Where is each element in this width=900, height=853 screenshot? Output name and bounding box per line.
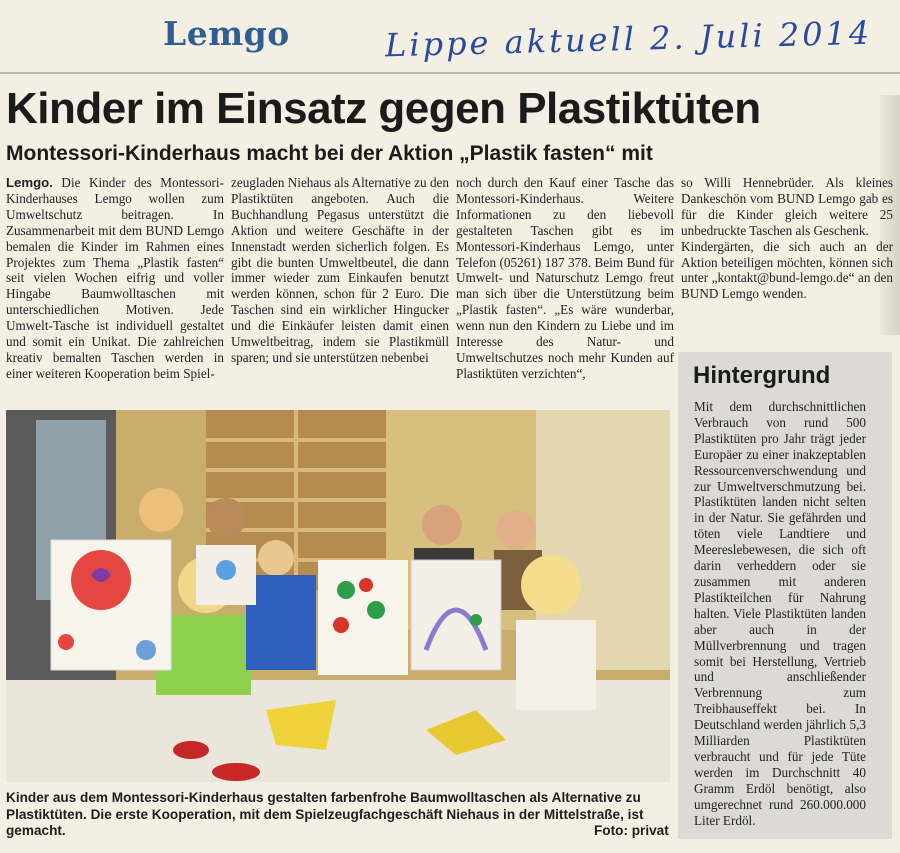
column-3-text: noch durch den Kauf einer Tasche das Montessori-Kinderhaus. Weitere Informationen zu den liebevoll gestalteten Taschen gibt es im Montessori-Kinderhaus Lemgo, unter Telefon (05261) 187 378. Beim Bund für Umwelt- und Naturschutz Lemgo freut man sich über die Unterstützung beim „Plastik fasten“. „Es wäre wunderbar, wenn nun den Kindern zu Liebe und im Interesse des Natur- und Umweltschutzes noch mehr Kunden auf Plastiktüten verzichten“, bbox=[456, 175, 674, 381]
article-column-4 bbox=[681, 175, 893, 302]
column-1-text: Die Kinder des Montessori-Kinderhauses Lemgo wollen zum Umweltschutz beitragen. In Zusammenarbeit mit dem BUND Lemgo bemalen die Kinder im Rahmen eines Projektes zum Thema „Plastik fasten“ seit vielen Wochen eifrig und voller Hingabe Baumwolltaschen mit unterschiedlichen Motiven. Jede Umwelt-Tasche ist individuell gestaltet und somit ein Unikat. Die zahlreichen kreativ bemalten Taschen werden in einer weiteren Kooperation beim Spiel- bbox=[6, 175, 224, 381]
column-4-paragraph-1: so Willi Hennebrüder. Als kleines Dankeschön vom BUND Lemgo gab es für die Kinder gleich weitere 25 unbedruckte Taschen als Geschenk. bbox=[681, 175, 893, 238]
background-infobox bbox=[678, 352, 892, 839]
article-column-2 bbox=[231, 175, 449, 366]
infobox-title: Hintergrund bbox=[693, 362, 831, 389]
section-label: Lemgo bbox=[163, 14, 290, 53]
dateline: Lemgo. bbox=[6, 175, 53, 190]
photo-credit: Foto: privat bbox=[594, 823, 669, 838]
photo-caption: Kinder aus dem Montessori-Kinderhaus gestalten farbenfrohe Baumwolltaschen als Alternative zu Plastiktüten. Die erste Kooperation, mit dem Spielzeugfachgeschäft Niehaus in der Mittelstraße, ist gemacht. bbox=[6, 790, 644, 838]
article-photo bbox=[6, 410, 670, 782]
article-column-1 bbox=[6, 175, 224, 382]
photo-illustration bbox=[6, 410, 670, 782]
article-column-3 bbox=[456, 175, 674, 382]
infobox-text: Mit dem durchschnittlichen Verbrauch von rund 500 Plastiktüten pro Jahr trägt jeder Europäer zu einer inakzeptablen Ressourcenverschwendung und zur Umweltverschmutzung bei. Plastiktüten landen nicht selten in der Natur. Sie gefährden und töten viele Landtiere und Meereslebewesen, die sich oft darin verheddern oder sie zusammen mit anderen Plastikteilchen für Nahrung halten. Viele Plastiktüten landen aber auch in der Müllverbrennung und tragen somit bei Herstellung, Vertrieb und anschließender Verbrennung zum Treibhauseffekt bei. In Deutschland werden jährlich 5,3 Milliarden Plastiktüten verbraucht und für jede Tüte werden im Durchschnitt 40 Gramm Erdöl benötigt, also umgerechnet rund 260.000.000 Liter Erdöl. bbox=[694, 399, 866, 828]
handwritten-source-note: Lippe aktuell 2. Juli 2014 bbox=[384, 13, 873, 65]
column-4-paragraph-2: Kindergärten, die sich auch an der Aktion beteiligen möchten, können sich unter „kontakt@bund-lemgo.de“ an den BUND Lemgo wenden. bbox=[681, 238, 893, 302]
header-rule bbox=[0, 72, 900, 74]
column-2-text: zeugladen Niehaus als Alternative zu den Plastiktüten angeboten. Auch die Buchhandlung Pegasus unterstützt die Aktion und weitere Geschäfte in der Innenstadt werden sicherlich folgen. Es gibt die bunten Umweltbeutel, die dann immer wieder zum Einkaufen benutzt werden können, schon für 2 Euro. Die Taschen sind ein wirklicher Hingucker und die Einkäufer leisten damit einen Umweltbeitrag, indem sie Plastikmüll sparen; und sie unterstützen nebenbei bbox=[231, 175, 449, 365]
headline: Kinder im Einsatz gegen Plastiktüten bbox=[6, 84, 761, 133]
subheadline: Montessori-Kinderhaus macht bei der Aktion „Plastik fasten“ mit bbox=[6, 142, 653, 165]
